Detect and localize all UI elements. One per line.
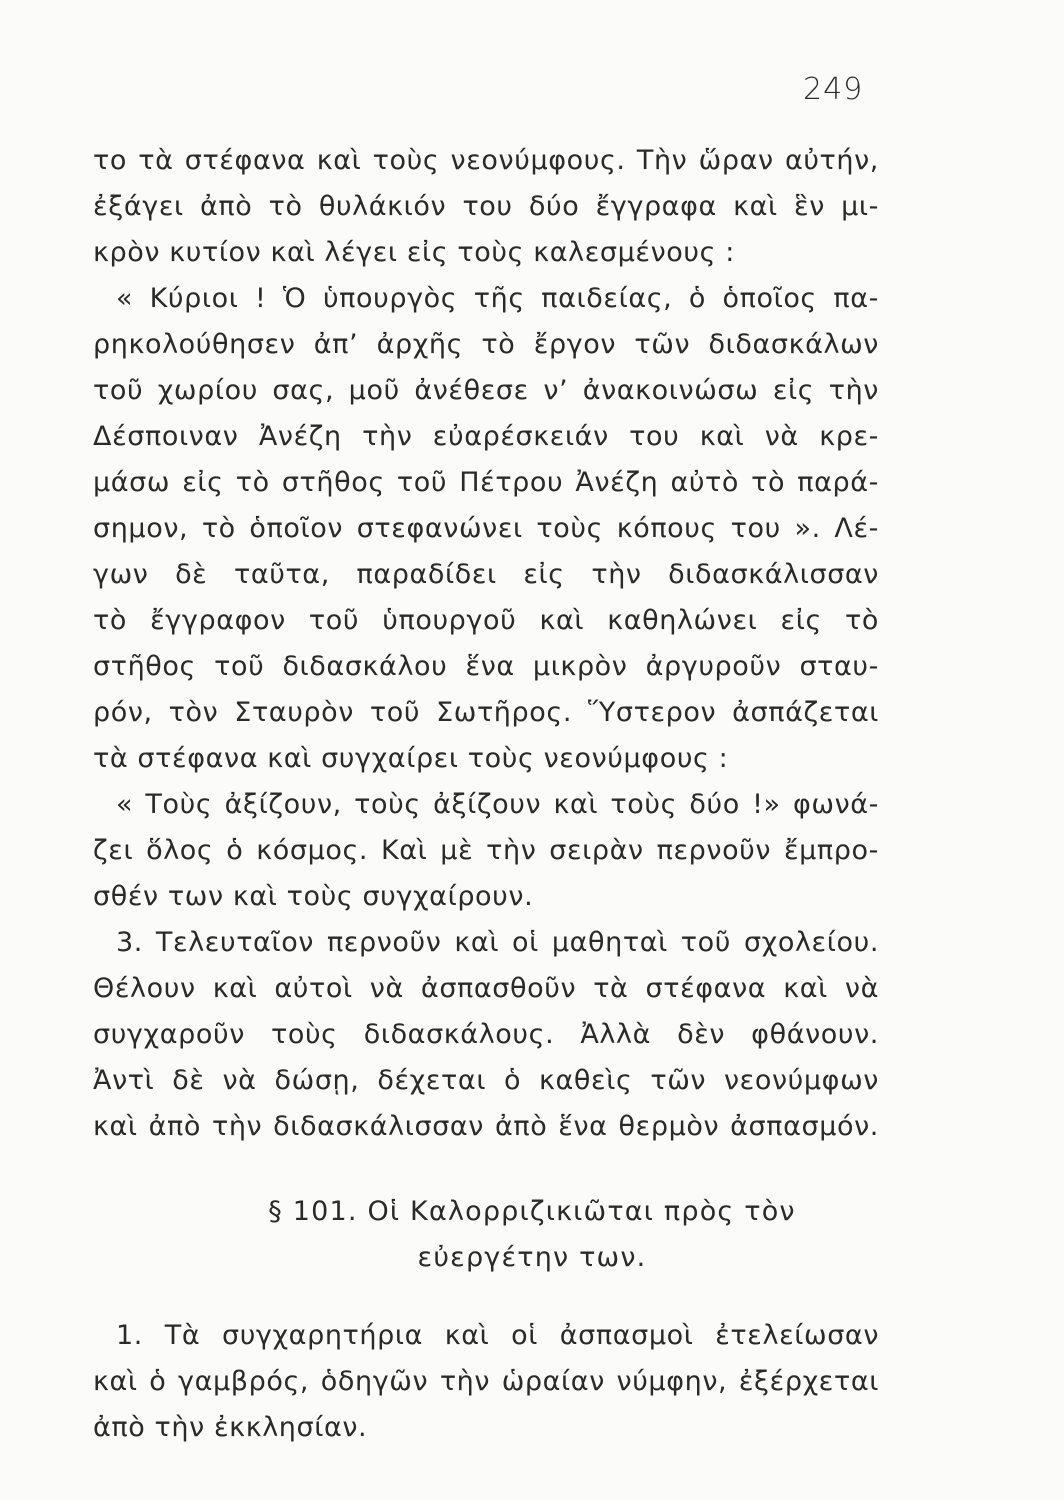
section-heading-line: εὐεργέτην των.: [417, 1242, 647, 1273]
text-line: τὸ ἔγγραφον τοῦ ὑπουργοῦ καὶ καθηλώνει εἰς τὸ: [93, 605, 879, 636]
text-line: τοῦ χωρίου σας, μοῦ ἀνέθεσε ν’ ἀνακοινώσω εἰς τὴν: [93, 375, 879, 406]
text-line: « Κύριοι ! Ὁ ὑπουργὸς τῆς παιδείας, ὁ ὁποῖος πα-: [116, 283, 879, 314]
text-line: σθέν των καὶ τοὺς συγχαίρουν.: [93, 881, 534, 912]
text-line: γων δὲ ταῦτα, παραδίδει εἰς τὴν διδασκάλισσαν: [93, 559, 879, 590]
section-heading-line: § 101. Οἱ Καλορριζικιῶται πρὸς τὸν: [268, 1196, 796, 1227]
text-line: ἐξάγει ἀπὸ τὸ θυλάκιόν του δύο ἔγγραφα καὶ ἓν μι-: [93, 191, 879, 222]
text-line: Δέσποιναν Ἀνέζη τὴν εὐαρέσκειάν του καὶ νὰ κρε-: [93, 421, 879, 452]
text-line: συγχαροῦν τοὺς διδασκάλους. Ἀλλὰ δὲν φθάνουν.: [93, 1019, 879, 1050]
text-line: μάσω εἰς τὸ στῆθος τοῦ Πέτρου Ἀνέζη αὐτὸ τὸ παρά-: [93, 467, 879, 498]
text-line: το τὰ στέφανα καὶ τοὺς νεονύμφους. Τὴν ὥραν αὐτήν,: [93, 145, 879, 176]
text-line: ἀπὸ τὴν ἐκκλησίαν.: [93, 1412, 368, 1443]
text-line: Ἀντὶ δὲ νὰ δώσῃ, δέχεται ὁ καθεὶς τῶν νεονύμφων: [93, 1065, 879, 1096]
text-line: ρόν, τὸν Σταυρὸν τοῦ Σωτῆρος. Ὕστερον ἀσπάζεται: [93, 697, 879, 728]
text-line: ρηκολούθησεν ἀπ’ ἀρχῆς τὸ ἔργον τῶν διδασκάλων: [93, 329, 879, 360]
text-line: ζει ὅλος ὁ κόσμος. Καὶ μὲ τὴν σειρὰν περνοῦν ἔμπρο-: [93, 835, 879, 866]
text-line: στῆθος τοῦ διδασκάλου ἕνα μικρὸν ἀργυροῦν σταυ-: [93, 651, 879, 682]
text-line: 1. Τὰ συγχαρητήρια καὶ οἱ ἀσπασμοὶ ἐτελείωσαν: [116, 1320, 879, 1351]
text-line: καὶ ὁ γαμβρός, ὁδηγῶν τὴν ὡραίαν νύμφην, ἐξέρχεται: [93, 1366, 879, 1397]
page-number: 249: [803, 72, 864, 107]
text-line: καὶ ἀπὸ τὴν διδασκάλισσαν ἀπὸ ἕνα θερμὸν ἀσπασμόν.: [93, 1111, 879, 1142]
text-line: σημον, τὸ ὁποῖον στεφανώνει τοὺς κόπους του ». Λέ-: [93, 513, 879, 544]
text-line: τὰ στέφανα καὶ συγχαίρει τοὺς νεονύμφους :: [93, 743, 729, 774]
text-line: κρὸν κυτίον καὶ λέγει εἰς τοὺς καλεσμένους :: [93, 237, 735, 268]
text-line: Θέλουν καὶ αὐτοὶ νὰ ἀσπασθοῦν τὰ στέφανα καὶ νὰ: [93, 973, 879, 1004]
text-line: 3. Τελευταῖον περνοῦν καὶ οἱ μαθηταὶ τοῦ σχολείου.: [116, 927, 879, 958]
text-line: « Τοὺς ἀξίζουν, τοὺς ἀξίζουν καὶ τοὺς δύο !» φωνά-: [116, 789, 879, 820]
